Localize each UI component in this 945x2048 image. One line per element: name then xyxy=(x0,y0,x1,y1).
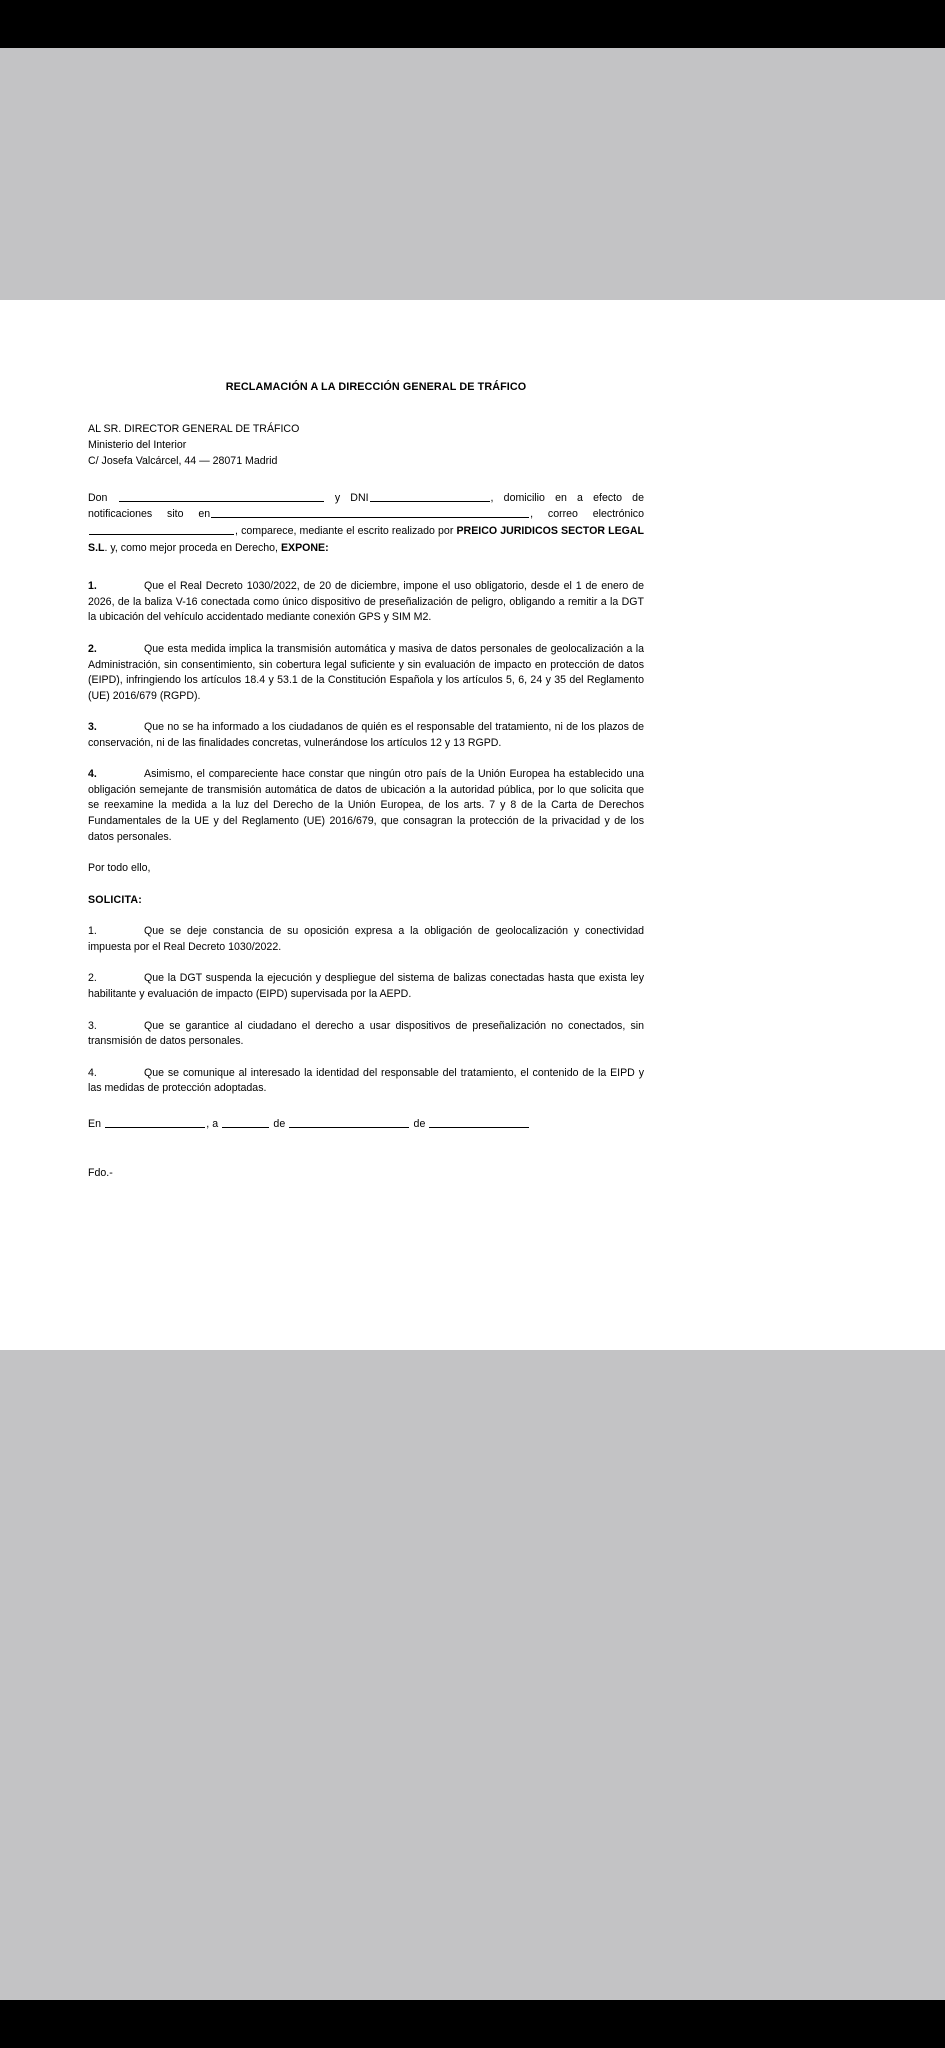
addressee-line-3: C/ Josefa Valcárcel, 44 — 28071 Madrid xyxy=(88,454,278,467)
expone-item xyxy=(88,767,644,845)
expone-item-number: 1. xyxy=(88,580,97,593)
addressee-block xyxy=(88,422,644,470)
solicita-item xyxy=(88,924,644,955)
addressee-line-1: AL SR. DIRECTOR GENERAL DE TRÁFICO xyxy=(88,422,300,435)
expone-item-text: Asimismo, el compareciente hace constar que ningún otro país de la Unión Europea ha establecido una obligación semejante de transmisión automática de datos de ubicación a la autoridad pública, por lo que solicita que se reexamine la medida a la luz del Derecho de la Unión Europea, de los arts. 7 y 8 de la Carta de Derechos Fundamentales de la UE y del Reglamento (UE) 2016/679, que consagran la protección de la privacidad y de los datos personales. xyxy=(88,768,644,843)
solicita-item-number: 2. xyxy=(88,972,97,985)
expone-item xyxy=(88,642,644,704)
expone-item-number: 4. xyxy=(88,768,97,781)
solicita-item-text: Que se comunique al interesado la identidad del responsable del tratamiento, el contenido de la EIPD y las medidas de protección adoptadas. xyxy=(88,1066,644,1095)
addressee-line-2: Ministerio del Interior xyxy=(88,438,187,451)
intro-seg-dni: y DNI xyxy=(324,491,369,504)
expone-item-text: Que esta medida implica la transmisión automática y masiva de datos personales de geolocalización a la Administración, sin consentimiento, sin cobertura legal suficiente y sin evaluación de impacto en protección de datos (EIPD), infringiendo los artículos 18.4 y 53.1 de la Constitución Española y los artículos 5, 6, 24 y 35 del Reglamento (UE) 2016/679 (RGPD). xyxy=(88,642,644,702)
expone-item-number: 3. xyxy=(88,721,97,734)
month-label: de xyxy=(270,1117,289,1130)
intro-seg-derecho: . y, como mejor proceda en Derecho, xyxy=(104,542,281,555)
por-todo-ello-text: Por todo ello, xyxy=(88,862,151,875)
name-fill-field[interactable] xyxy=(119,491,324,502)
expone-item-text: Que no se ha informado a los ciudadanos de quién es el responsable del tratamiento, ni de los plazos de conservación, ni de las finalidades concretas, vulnerándose los artículos 12 y 13 RGPD. xyxy=(88,721,644,749)
year-label: de xyxy=(410,1117,429,1130)
status-bar xyxy=(0,0,945,48)
solicita-item-number: 3. xyxy=(88,1019,97,1032)
company-name: PREICO JURIDICOS SECTOR LEGAL S.L xyxy=(88,525,645,555)
solicita-item-text: Que la DGT suspenda la ejecución y despliegue del sistema de balizas conectadas hasta que exista ley habilitante y evaluación de impacto (EIPD) supervisada por la AEPD. xyxy=(88,972,644,1000)
expone-item xyxy=(88,579,644,626)
month-fill-field[interactable] xyxy=(289,1117,409,1128)
page-title: RECLAMACIÓN A LA DIRECCIÓN GENERAL DE TRÁFICO xyxy=(225,381,527,393)
solicita-item xyxy=(88,1019,644,1050)
place-date-line xyxy=(88,1117,644,1133)
intro-seg-comparece: , comparece, mediante el escrito realizado por xyxy=(235,525,457,538)
intro-seg-correo: , correo electrónico xyxy=(530,508,644,521)
day-fill-field[interactable] xyxy=(222,1117,269,1128)
expone-item-text: Que el Real Decreto 1030/2022, de 20 de diciembre, impone el uso obligatorio, desde el 1 de enero de 2026, de la baliza V-16 conectada como único dispositivo de preseñalización de peligro, obligando a remitir a la DGT la ubicación del vehículo accidentado mediante conexión GPS y SIM M2. xyxy=(88,580,644,624)
declarant-intro-paragraph xyxy=(88,490,644,558)
signature-label: Fdo.- xyxy=(88,1167,113,1180)
solicita-item-text: Que se deje constancia de su oposición expresa a la obligación de geolocalización y conectividad impuesta por el Real Decreto 1030/2022. xyxy=(88,925,644,953)
solicita-item xyxy=(88,1066,644,1097)
expone-label: EXPONE: xyxy=(280,542,329,555)
expone-item xyxy=(88,720,644,751)
expone-item-number: 2. xyxy=(88,642,97,655)
solicita-item-number: 1. xyxy=(88,925,97,938)
intro-seg-domicilio: , domicilio en a efecto de notificaciones sito en xyxy=(88,491,644,521)
solicita-heading: SOLICITA: xyxy=(88,893,142,906)
navigation-bar xyxy=(0,2000,945,2048)
solicita-item-text: Que se garantice al ciudadano el derecho a usar dispositivos de preseñalización no conectados, sin transmisión de datos personales. xyxy=(88,1019,644,1048)
day-label: , a xyxy=(206,1117,222,1130)
address-fill-field[interactable] xyxy=(211,508,529,519)
solicita-item xyxy=(88,971,644,1002)
place-label: En xyxy=(88,1117,105,1130)
email-fill-field[interactable] xyxy=(89,525,234,536)
place-fill-field[interactable] xyxy=(105,1117,205,1128)
intro-seg-don: Don xyxy=(88,491,118,504)
solicita-item-number: 4. xyxy=(88,1066,97,1079)
document-body xyxy=(88,300,644,1182)
dni-fill-field[interactable] xyxy=(370,491,490,502)
year-fill-field[interactable] xyxy=(429,1117,529,1128)
document-page xyxy=(0,300,945,1350)
